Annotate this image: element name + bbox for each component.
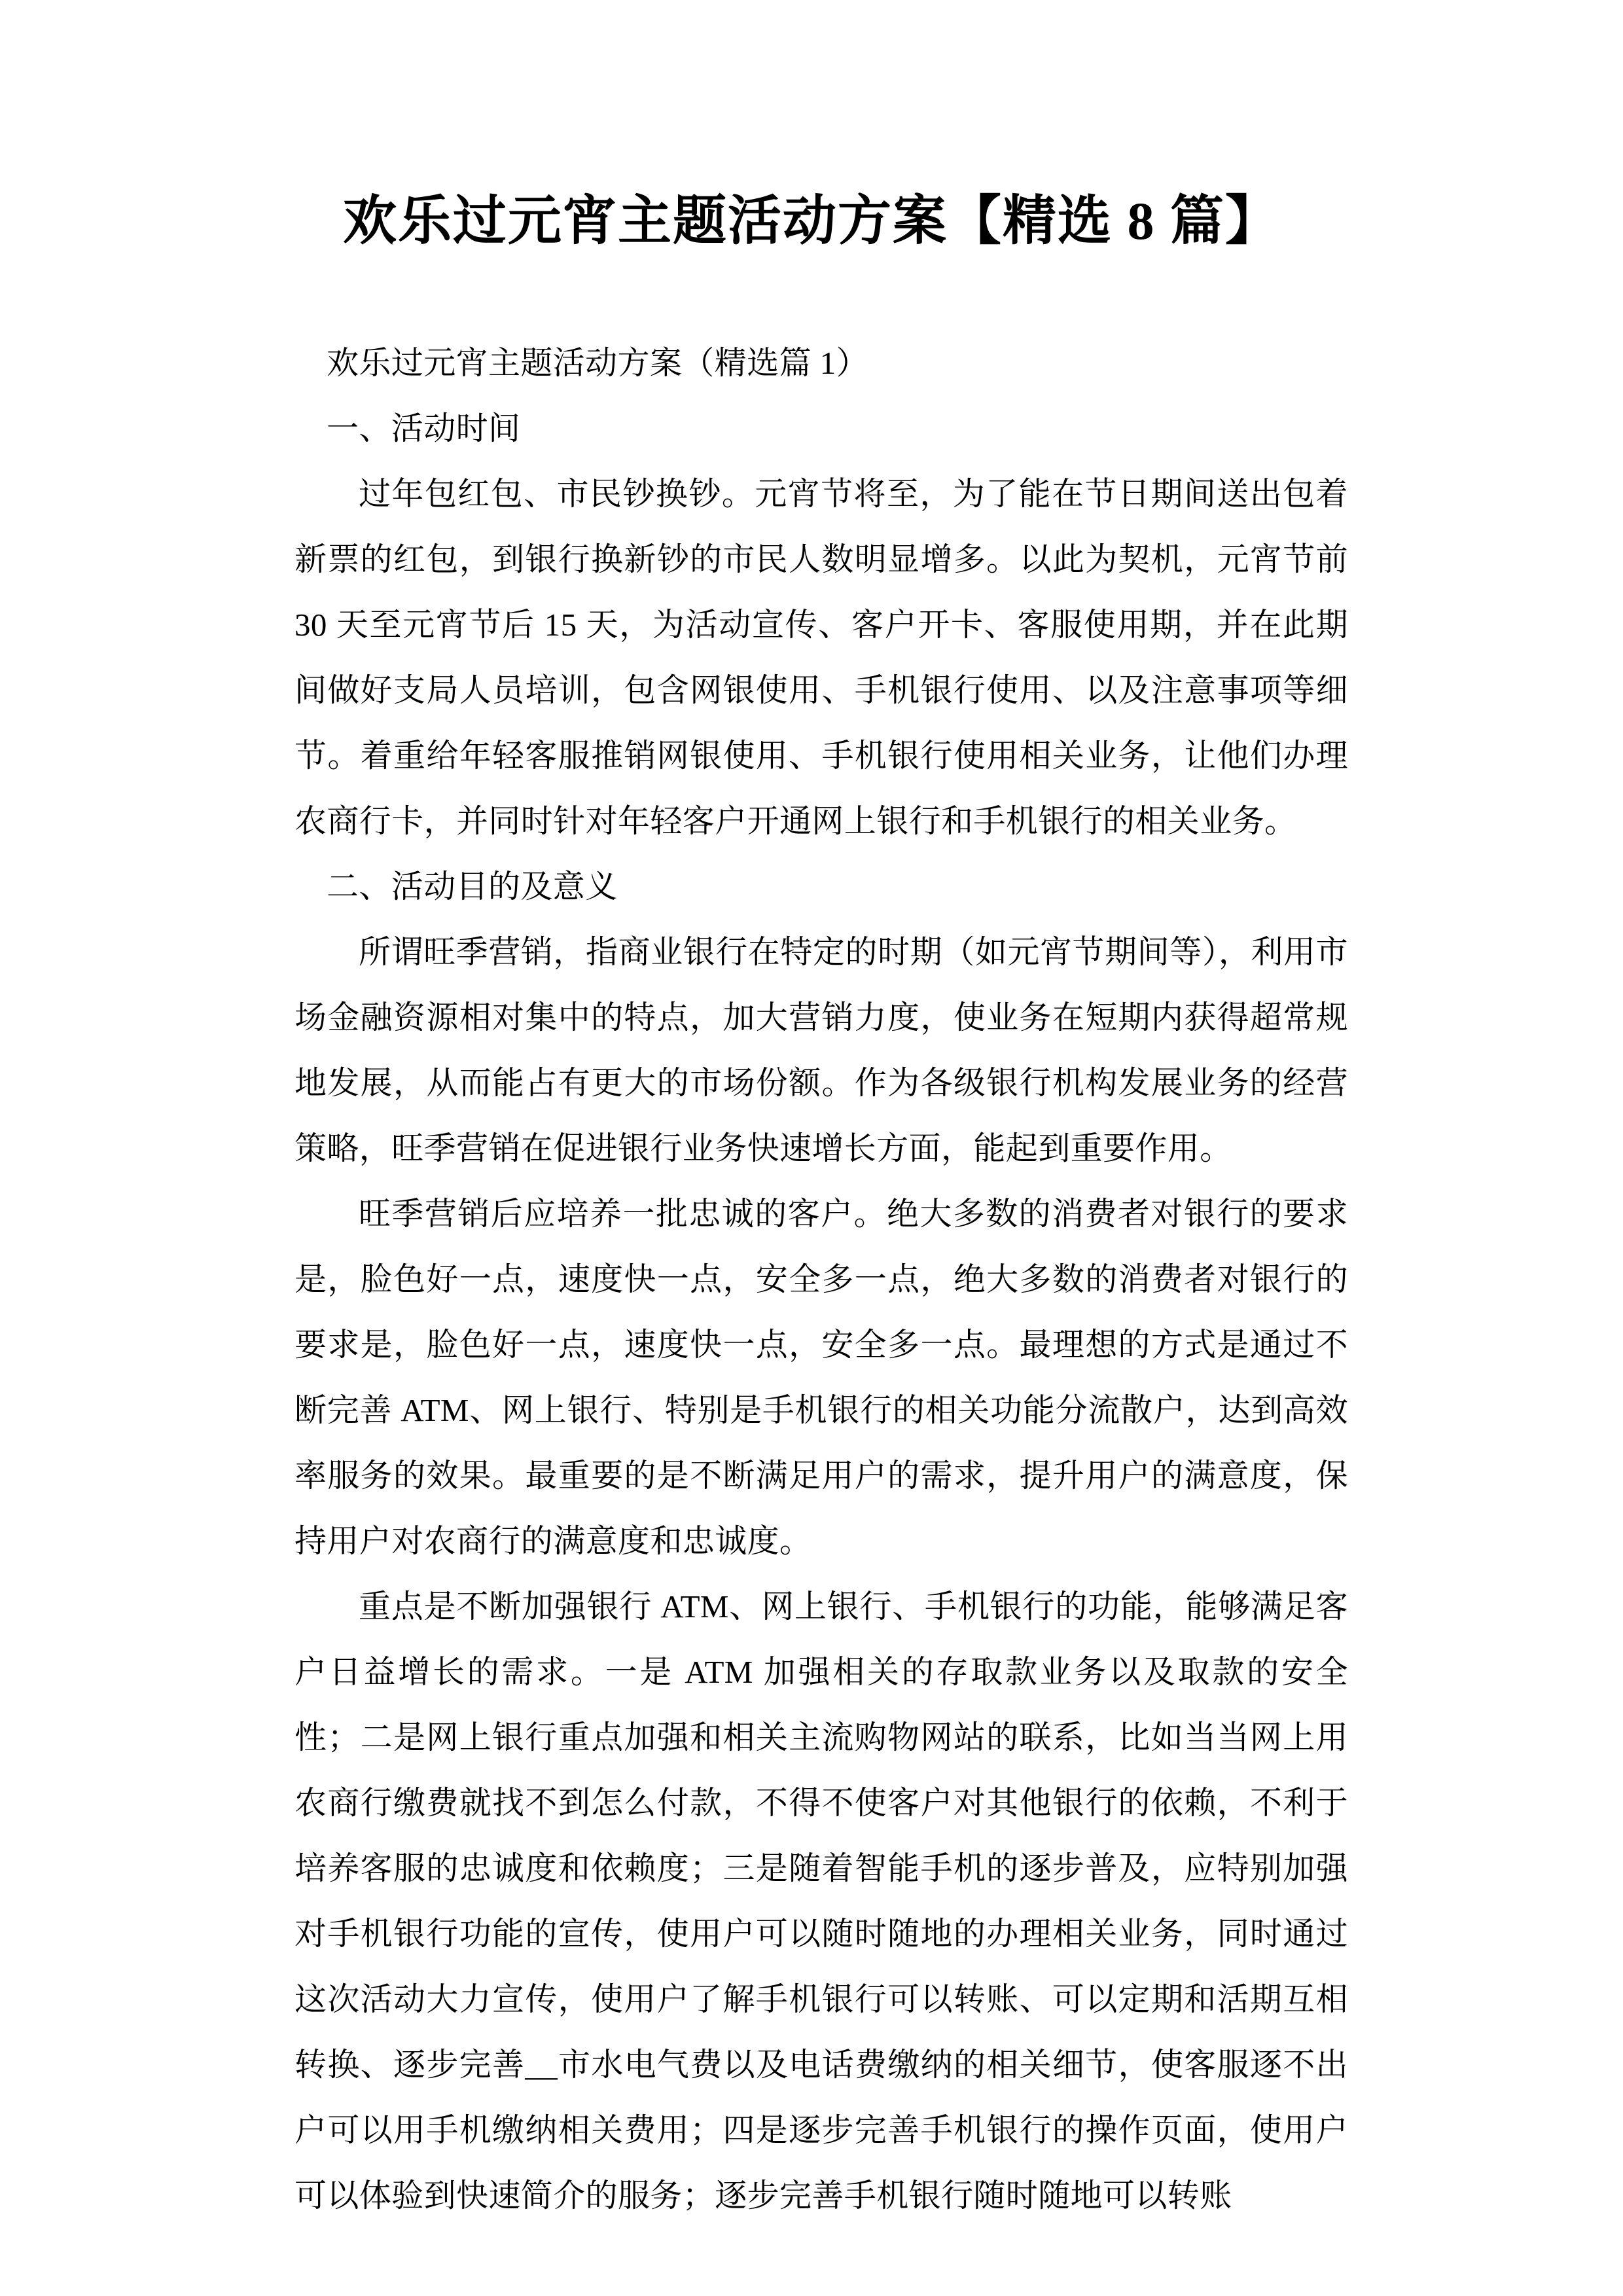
paragraph-activity-time: 过年包红包、市民钞换钞。元宵节将至，为了能在节日期间送出包着新票的红包，到银行换新钞的市民人数明显增多。以此为契机，元宵节前 30 天至元宵节后 15 天，为活动宣传、客户开卡、客服使用期，并在此期间做好支局人员培训，包含网银使用、手机银行使用、以及注意事项等细节。着重给年轻客服推销网银使用、手机银行使用相关业务，让他们办理农商行卡，并同时针对年轻客户开通网上银行和手机银行的相关业务。 (294, 475, 1348, 839)
paragraph-loyal-customers: 旺季营销后应培养一批忠诚的客户。绝大多数的消费者对银行的要求是，脸色好一点，速度快一点，安全多一点，绝大多数的消费者对银行的要求是，脸色好一点，速度快一点，安全多一点。最理想的方式是通过不断完善 ATM、网上银行、特别是手机银行的相关功能分流散户，达到高效率服务的效果。最重要的是不断满足用户的需求，提升用户的满意度，保持用户对农商行的满意度和忠诚度。 (294, 1195, 1348, 1559)
paragraph-atm-online-mobile-banking: 重点是不断加强银行 ATM、网上银行、手机银行的功能，能够满足客户日益增长的需求。一是 ATM 加强相关的存取款业务以及取款的安全性；二是网上银行重点加强和相关主流购物网站的联系，比如当当网上用农商行缴费就找不到怎么付款，不得不使客户对其他银行的依赖，不利于培养客服的忠诚度和依赖度；三是随着智能手机的逐步普及，应特别加强对手机银行功能的宣传，使用户可以随时随地的办理相关业务，同时通过这次活动大力宣传，使用户了解手机银行可以转账、可以定期和活期互相转换、逐步完善__市水电气费以及电话费缴纳的相关细节，使客服逐不出户可以用手机缴纳相关费用；四是逐步完善手机银行的操作页面，使用户可以体验到快速简介的服务；逐步完善手机银行随时随地可以转账 (294, 1588, 1348, 2214)
document-subtitle: 欢乐过元宵主题活动方案（精选篇 1） (327, 344, 868, 381)
page-title: 欢乐过元宵主题活动方案【精选 8 篇】 (342, 191, 1280, 251)
paragraph-peak-season-marketing: 所谓旺季营销，指商业银行在特定的时期（如元宵节期间等），利用市场金融资源相对集中的特点，加大营销力度，使业务在短期内获得超常规地发展，从而能占有更大的市场份额。作为各级银行机构发展业务的经营策略，旺季营销在促进银行业务快速增长方面，能起到重要作用。 (294, 933, 1348, 1166)
document-body (294, 331, 1348, 2229)
section-heading-one: 一、活动时间 (327, 410, 521, 446)
section-heading-two: 二、活动目的及意义 (327, 868, 618, 905)
